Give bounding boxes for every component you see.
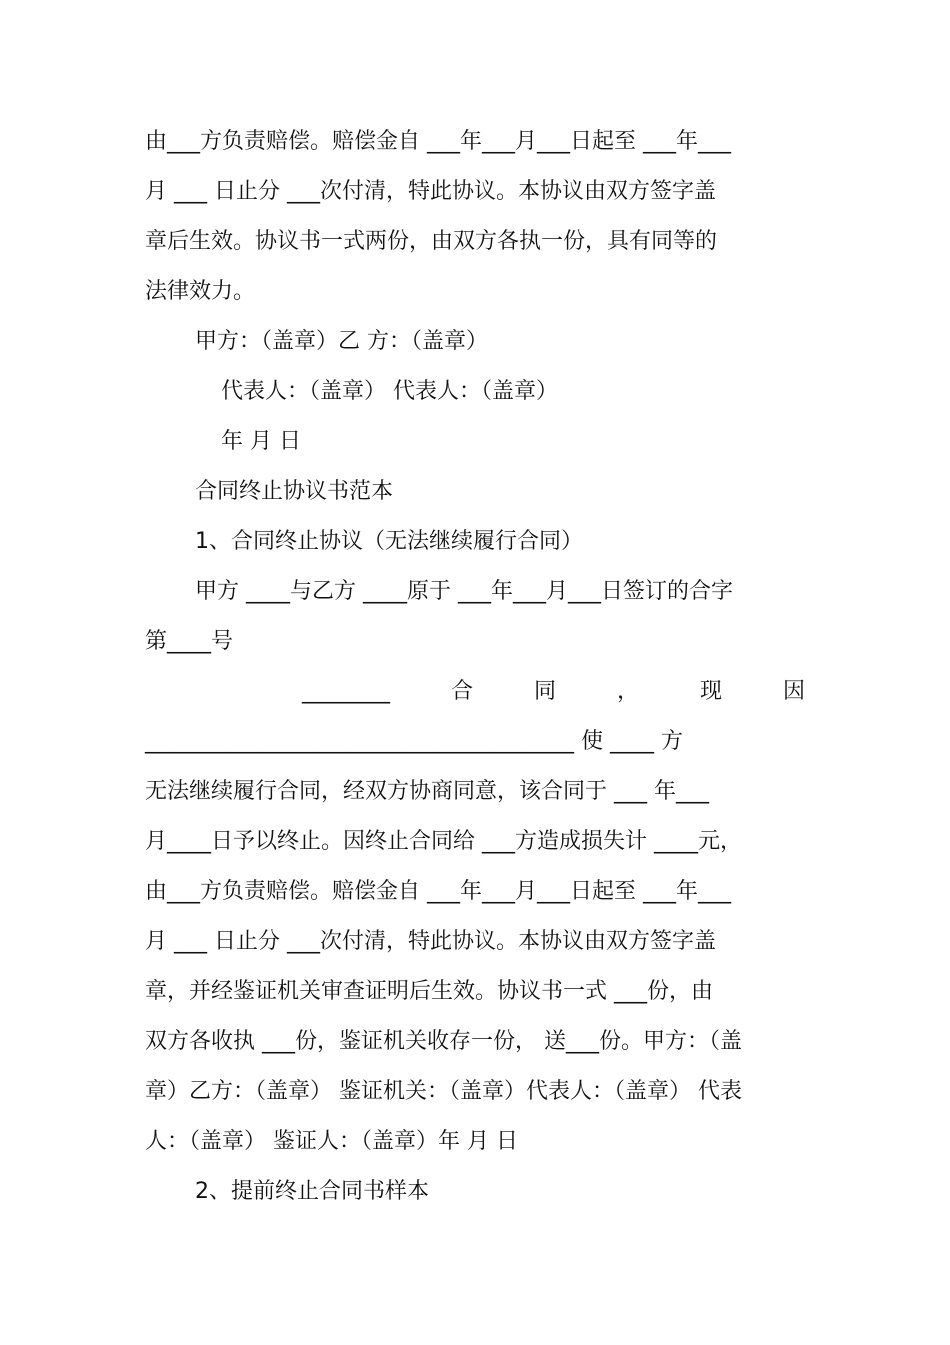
text-line: _______________________________________ 使 ____ 方 bbox=[145, 729, 683, 754]
text-line: 无法继续履行合同，经双方协商同意，该合同于 ___ 年___ bbox=[145, 779, 709, 804]
text-line: 月 ___ 日止分 ___次付清，特此协议。本协议由双方签字盖 bbox=[145, 179, 716, 204]
blank-field: ________ bbox=[302, 679, 390, 704]
text-line: 章后生效。协议书一式两份，由双方各执一份，具有同等的 bbox=[145, 229, 718, 254]
text-line: 法律效力。 bbox=[145, 279, 256, 304]
date-line: 年 月 日 bbox=[221, 429, 301, 454]
text-line: 章，并经鉴证机关审查证明后生效。协议书一式 ___份，由 bbox=[145, 979, 713, 1004]
text-line: 章）乙方：（盖章） 鉴证机关：（盖章）代表人：（盖章） 代表 bbox=[145, 1079, 742, 1104]
justified-text-line bbox=[302, 677, 805, 707]
text-line: 双方各收执 ___份，鉴证机关收存一份， 送___份。甲方：（盖 bbox=[145, 1029, 742, 1054]
text-line: 由___方负责赔偿。赔偿金自 ___年___月___日起至 ___年___ bbox=[145, 879, 731, 904]
signature-line: 甲方：（盖章）乙 方：（盖章） bbox=[195, 329, 488, 354]
text-line: 甲方 ____与乙方 ____原于 ___年___月___日签订的合字 bbox=[195, 579, 733, 604]
text-char: 合 bbox=[450, 679, 473, 704]
representative-line: 代表人：（盖章） 代表人：（盖章） bbox=[221, 379, 558, 404]
text-line: 由___方负责赔偿。赔偿金自 ___年___月___日起至 ___年___ bbox=[145, 129, 731, 154]
section-title: 合同终止协议书范本 bbox=[195, 479, 394, 504]
text-char: ， bbox=[616, 679, 639, 704]
text-char: 同 bbox=[533, 679, 556, 704]
subsection-title: 1、合同终止协议（无法继续履行合同） bbox=[195, 529, 583, 554]
text-line: 月 ___ 日止分 ___次付清，特此协议。本协议由双方签字盖 bbox=[145, 929, 716, 954]
text-char: 因 bbox=[782, 679, 805, 704]
subsection-title: 2、提前终止合同书样本 bbox=[195, 1179, 429, 1204]
text-line: 第____号 bbox=[145, 629, 234, 654]
text-char: 现 bbox=[699, 679, 722, 704]
text-line: 人：（盖章） 鉴证人：（盖章）年 月 日 bbox=[145, 1129, 518, 1154]
text-line: 月____日予以终止。因终止合同给 ___方造成损失计 ____元， bbox=[145, 829, 742, 854]
